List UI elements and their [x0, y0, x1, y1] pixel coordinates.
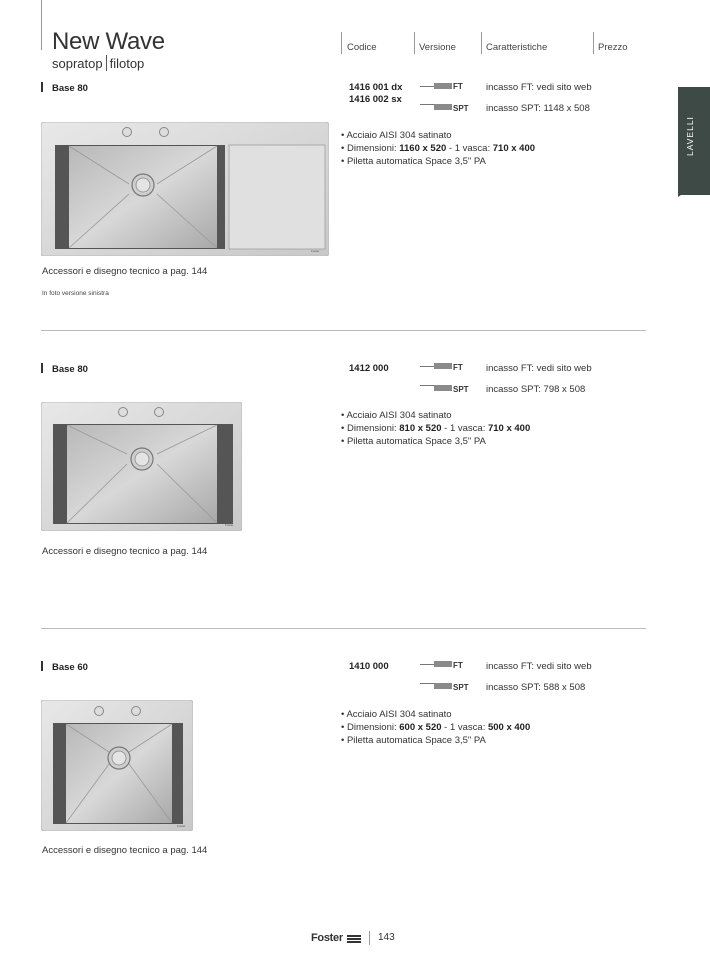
feature-dim-size: 810 x 520	[399, 423, 442, 434]
version-spt-detail: incasso SPT: 1148 x 508	[486, 103, 590, 114]
accessories-note: Accessori e disegno tecnico a pag. 144	[42, 546, 208, 557]
ft-version-icon	[434, 661, 452, 667]
product-code: 1410 000	[349, 661, 389, 672]
version-spt-detail: incasso SPT: 798 x 508	[486, 384, 586, 395]
version-badge-spt: SPT	[453, 104, 469, 113]
feature-dim-mid: - 1 vasca:	[441, 423, 488, 434]
section-label: Base 80	[41, 82, 88, 94]
brand-logo-stripes-icon	[347, 935, 361, 943]
feature-drain: Piletta automatica Space 3,5" PA	[346, 436, 486, 447]
section-divider	[41, 330, 646, 331]
column-divider	[481, 32, 482, 54]
accessories-note: Accessori e disegno tecnico a pag. 144	[42, 266, 208, 277]
footer-separator	[369, 931, 370, 945]
feature-dim-label: Dimensioni:	[346, 423, 400, 434]
feature-material: Acciaio AISI 304 satinato	[346, 410, 452, 421]
side-tab-label: LAVELLI	[685, 116, 695, 156]
column-divider	[593, 32, 594, 54]
page-subtitle	[52, 55, 144, 71]
feature-material: Acciaio AISI 304 satinato	[346, 709, 452, 720]
accessories-note: Accessori e disegno tecnico a pag. 144	[42, 845, 208, 856]
ft-version-line	[420, 366, 434, 367]
feature-dim-size: 1160 x 520	[399, 143, 447, 154]
feature-list: • Acciaio AISI 304 satinato • Dimensioni: 1160 x 520 - 1 vasca: 710 x 400 • Piletta automatica Space 3,5" PA	[341, 130, 536, 167]
version-badge-spt: SPT	[453, 683, 469, 692]
version-badge-ft: FT	[453, 363, 463, 372]
ft-version-line	[420, 664, 434, 665]
version-badge-ft: FT	[453, 82, 463, 91]
svg-text:Foster: Foster	[311, 249, 320, 253]
feature-material: Acciaio AISI 304 satinato	[346, 130, 452, 141]
sink-image	[41, 700, 193, 831]
svg-text:Foster: Foster	[225, 523, 234, 527]
spt-version-icon	[434, 385, 452, 391]
feature-bowl-size: 710 x 400	[492, 143, 536, 154]
section-label: Base 60	[41, 661, 88, 673]
side-tab-corner	[678, 175, 710, 197]
version-spt-detail: incasso SPT: 588 x 508	[486, 682, 586, 693]
feature-list: • Acciaio AISI 304 satinato • Dimensioni: 810 x 520 - 1 vasca: 710 x 400 • Piletta automatica Space 3,5" PA	[341, 410, 531, 447]
spt-version-icon	[434, 104, 452, 110]
page-number: 143	[378, 932, 395, 943]
subtitle-separator	[106, 55, 107, 71]
spt-version-line	[420, 385, 434, 386]
feature-dim-size: 600 x 520	[399, 722, 442, 733]
ft-version-icon	[434, 363, 452, 369]
feature-dim-label: Dimensioni:	[346, 143, 400, 154]
column-divider	[414, 32, 415, 54]
brand-logo: Foster	[311, 932, 343, 944]
sink-image	[41, 122, 329, 256]
feature-dim-mid: - 1 vasca:	[446, 143, 493, 154]
version-ft-detail: incasso FT: vedi sito web	[486, 82, 592, 93]
feature-dim-label: Dimensioni:	[346, 722, 400, 733]
feature-drain: Piletta automatica Space 3,5" PA	[346, 156, 486, 167]
column-divider	[341, 32, 342, 54]
subtitle-filotop: filotop	[109, 56, 145, 71]
column-header-codice: Codice	[347, 42, 377, 53]
version-badge-ft: FT	[453, 661, 463, 670]
section-label: Base 80	[41, 363, 88, 375]
version-ft-detail: incasso FT: vedi sito web	[486, 661, 592, 672]
column-header-prezzo: Prezzo	[598, 42, 628, 53]
sink-image	[41, 402, 242, 531]
product-code: 1412 000	[349, 363, 389, 374]
column-header-versione: Versione	[419, 42, 456, 53]
ft-version-line	[420, 86, 434, 87]
photo-note: In foto versione sinistra	[42, 290, 109, 297]
spt-version-line	[420, 683, 434, 684]
feature-bowl-size: 500 x 400	[487, 722, 531, 733]
version-badge-spt: SPT	[453, 385, 469, 394]
product-code: 1416 001 dx	[349, 82, 403, 93]
feature-list: • Acciaio AISI 304 satinato • Dimensioni: 600 x 520 - 1 vasca: 500 x 400 • Piletta automatica Space 3,5" PA	[341, 709, 531, 746]
spt-version-icon	[434, 683, 452, 689]
spt-version-line	[420, 104, 434, 105]
feature-dim-mid: - 1 vasca:	[441, 722, 488, 733]
column-header-caratteristiche: Caratteristiche	[486, 42, 548, 53]
ft-version-icon	[434, 83, 452, 89]
section-divider	[41, 628, 646, 629]
feature-bowl-size: 710 x 400	[487, 423, 531, 434]
title-divider	[41, 0, 42, 50]
product-code: 1416 002 sx	[349, 94, 402, 105]
page-title: New Wave	[52, 28, 165, 55]
subtitle-sopratop: sopratop	[52, 56, 103, 71]
feature-drain: Piletta automatica Space 3,5" PA	[346, 735, 486, 746]
svg-text:Foster: Foster	[177, 824, 186, 828]
version-ft-detail: incasso FT: vedi sito web	[486, 363, 592, 374]
